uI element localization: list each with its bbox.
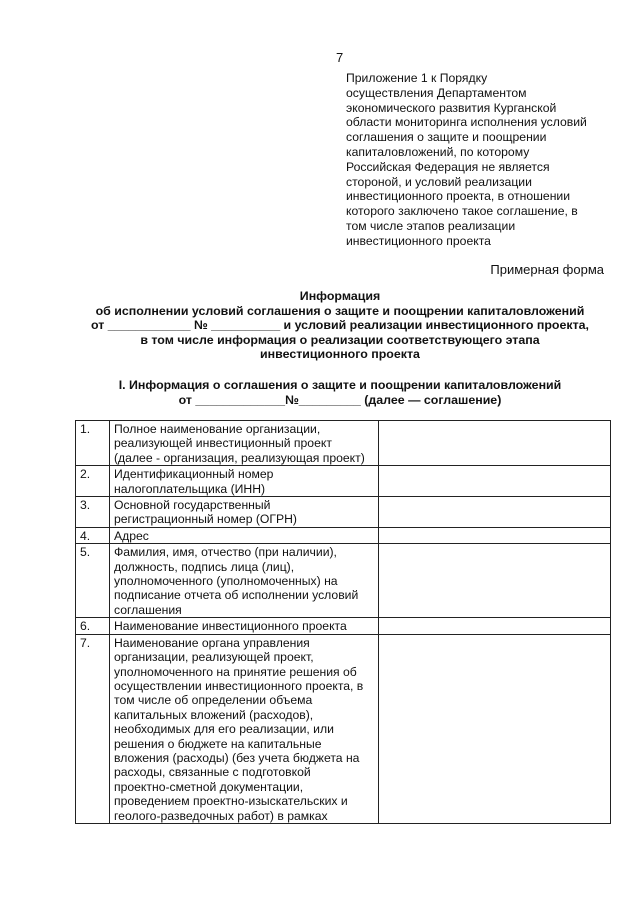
row-number: 5. bbox=[76, 544, 110, 618]
row-description bbox=[110, 634, 379, 823]
info-table bbox=[75, 420, 611, 824]
row-number: 3. bbox=[76, 497, 110, 528]
row-description bbox=[110, 544, 379, 618]
description-line: Фамилия, имя, отчество (при наличии), bbox=[114, 545, 337, 560]
page-number: 7 bbox=[336, 50, 344, 65]
description-line: налогоплательщика (ИНН) bbox=[114, 481, 266, 496]
heading-line: инвестиционного проекта bbox=[260, 347, 420, 361]
description-line: организации, реализующей проект, bbox=[114, 650, 314, 665]
row-description bbox=[110, 618, 379, 634]
description-line: геолого-разведочных работ) в рамках bbox=[114, 808, 328, 823]
description-line: соглашения bbox=[114, 602, 182, 617]
appendix-line: которого заключено такое соглашение, в bbox=[346, 204, 578, 219]
description-line: Полное наименование организации, bbox=[114, 422, 321, 436]
section-line: I. Информация о соглашения о защите и поощрении капиталовложений bbox=[118, 378, 562, 392]
description-line: (далее - организация, реализующая проект) bbox=[114, 450, 365, 465]
row-number: 2. bbox=[76, 466, 110, 497]
heading-line: Информация bbox=[299, 289, 381, 303]
description-line: Адрес bbox=[114, 528, 149, 543]
row-description bbox=[110, 527, 379, 543]
description-line: расходы, связанные с подготовкой bbox=[114, 765, 311, 780]
row-value-cell[interactable] bbox=[379, 618, 611, 634]
appendix-line: инвестиционного проекта, в отношении bbox=[346, 189, 571, 204]
appendix-line: области мониторинга исполнения условий bbox=[346, 115, 587, 130]
description-line: вложения (расходы) (без учета бюджета на bbox=[114, 750, 360, 765]
row-number: 7. bbox=[76, 634, 110, 823]
description-line: решения о бюджете на капитальные bbox=[114, 736, 322, 751]
description-line: Идентификационный номер bbox=[114, 467, 274, 482]
description-line: регистрационный номер (ОГРН) bbox=[114, 512, 297, 527]
description-line: том числе об определении объема bbox=[114, 693, 313, 708]
table-row bbox=[76, 618, 611, 634]
heading-line: в том числе информация о реализации соответствующего этапа bbox=[140, 332, 540, 347]
table-row bbox=[76, 421, 611, 466]
table-row bbox=[76, 497, 611, 528]
table-row bbox=[76, 544, 611, 618]
row-description bbox=[110, 466, 379, 497]
heading-line: от ____________ № __________ и условий реализации инвестиционного проекта, bbox=[91, 318, 589, 332]
appendix-line: стороной, и условий реализации bbox=[346, 174, 532, 189]
description-line: уполномоченного (уполномоченных) на bbox=[114, 574, 338, 589]
description-line: Основной государственный bbox=[114, 498, 271, 513]
appendix-line: экономического развития Курганской bbox=[346, 100, 557, 115]
row-value-cell[interactable] bbox=[379, 544, 611, 618]
description-line: капитальных вложений (расходов), bbox=[114, 707, 314, 722]
section-title bbox=[60, 378, 620, 408]
appendix-line: капиталовложений, по которому bbox=[346, 144, 530, 159]
appendix-line: том числе этапов реализации bbox=[346, 218, 516, 233]
description-line: проведением проектно-изыскательских и bbox=[114, 794, 348, 809]
description-line: уполномоченного на принятие решения об bbox=[114, 664, 357, 679]
appendix-line: инвестиционного проекта bbox=[346, 233, 491, 248]
section-line: от _____________№_________ (далее — соглашение) bbox=[178, 393, 502, 407]
appendix-line: осуществления Департаментом bbox=[346, 85, 527, 100]
row-description bbox=[110, 421, 379, 466]
description-line: Наименование инвестиционного проекта bbox=[114, 619, 347, 634]
sample-form-label: Примерная форма bbox=[490, 262, 604, 277]
table-row bbox=[76, 527, 611, 543]
description-line: проектно-сметной документации, bbox=[114, 779, 304, 794]
table-row bbox=[76, 634, 611, 823]
description-line: должность, подпись лица (лиц), bbox=[114, 559, 295, 574]
row-value-cell[interactable] bbox=[379, 497, 611, 528]
document-heading bbox=[60, 289, 620, 362]
appendix-line: соглашения о защите и поощрении bbox=[346, 130, 547, 145]
row-description bbox=[110, 497, 379, 528]
appendix-line: Приложение 1 к Порядку bbox=[346, 71, 488, 85]
description-line: Наименование органа управления bbox=[114, 635, 310, 650]
row-value-cell[interactable] bbox=[379, 634, 611, 823]
row-value-cell[interactable] bbox=[379, 466, 611, 497]
row-value-cell[interactable] bbox=[379, 527, 611, 543]
appendix-line: Российская Федерация не является bbox=[346, 159, 550, 174]
row-number: 6. bbox=[76, 618, 110, 634]
description-line: осуществлении инвестиционного проекта, в bbox=[114, 678, 364, 693]
row-number: 4. bbox=[76, 527, 110, 543]
table-row bbox=[76, 466, 611, 497]
heading-line: об исполнении условий соглашения о защите и поощрении капиталовложений bbox=[95, 303, 585, 318]
row-number: 1. bbox=[76, 421, 110, 466]
appendix-note bbox=[346, 71, 596, 249]
description-line: реализующей инвестиционный проект bbox=[114, 436, 332, 451]
description-line: необходимых для его реализации, или bbox=[114, 722, 334, 737]
description-line: подписание отчета об исполнении условий bbox=[114, 588, 359, 603]
row-value-cell[interactable] bbox=[379, 421, 611, 466]
